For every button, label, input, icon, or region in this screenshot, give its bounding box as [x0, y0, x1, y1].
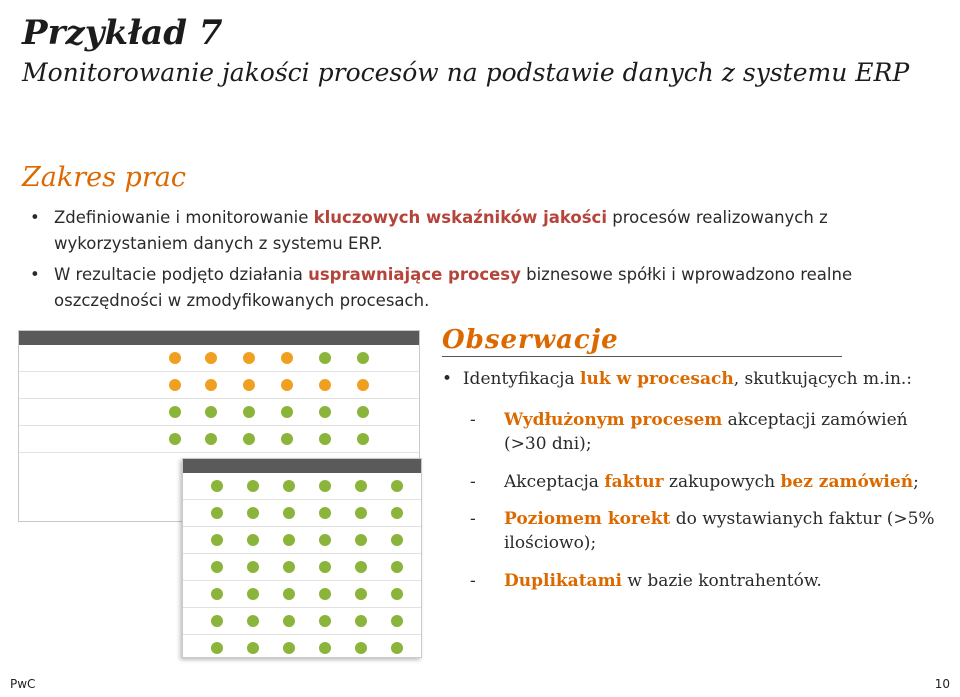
page-number: 10	[934, 677, 950, 691]
check-icon	[205, 433, 217, 445]
observation-item: - Akceptacja faktur zakupowych bez zamówień;	[470, 472, 919, 492]
check-icon	[169, 433, 181, 445]
scope-list	[30, 205, 910, 319]
dash-bullet: -	[470, 571, 476, 591]
bullet-icon: •	[30, 208, 40, 227]
observations-heading: Obserwacje	[442, 325, 619, 355]
warning-icon	[205, 379, 217, 391]
kpi-table-image-front	[182, 458, 422, 658]
check-icon	[211, 642, 223, 654]
warning-icon	[281, 352, 293, 364]
check-icon	[247, 615, 259, 627]
check-icon	[247, 642, 259, 654]
check-icon	[355, 588, 367, 600]
table-row	[183, 473, 421, 500]
check-icon	[355, 615, 367, 627]
table-row	[19, 399, 419, 426]
check-icon	[319, 433, 331, 445]
check-icon	[283, 642, 295, 654]
check-icon	[247, 588, 259, 600]
warning-icon	[281, 379, 293, 391]
check-icon	[355, 561, 367, 573]
dash-bullet: -	[470, 472, 476, 492]
divider	[442, 356, 842, 357]
check-icon	[391, 588, 403, 600]
warning-icon	[357, 379, 369, 391]
page-subtitle: Monitorowanie jakości procesów na podstawie danych z systemu ERP	[22, 58, 910, 87]
check-icon	[319, 615, 331, 627]
table-header-bar	[19, 331, 419, 345]
warning-icon	[243, 379, 255, 391]
scope-item: • W rezultacie podjęto działania usprawniające procesy biznesowe spółki i wprowadzono realne oszczędności w zmodyfikowanych procesach.	[30, 262, 910, 314]
scope-item: • Zdefiniowanie i monitorowanie kluczowych wskaźników jakości procesów realizowanych z wykorzystaniem danych z systemu ERP.	[30, 205, 910, 257]
check-icon	[319, 406, 331, 418]
footer-brand: PwC	[10, 677, 36, 691]
page-title: Przykład 7	[22, 13, 223, 53]
table-row	[183, 608, 421, 635]
check-icon	[243, 406, 255, 418]
warning-icon	[169, 352, 181, 364]
check-icon	[319, 352, 331, 364]
check-icon	[355, 507, 367, 519]
check-icon	[283, 507, 295, 519]
check-icon	[355, 642, 367, 654]
check-icon	[319, 561, 331, 573]
observation-item: - Poziomem korekt do wystawianych faktur (>5% ilościowo);	[470, 509, 935, 553]
check-icon	[357, 352, 369, 364]
table-row	[183, 635, 421, 658]
check-icon	[355, 534, 367, 546]
check-icon	[391, 642, 403, 654]
check-icon	[283, 480, 295, 492]
check-icon	[281, 406, 293, 418]
check-icon	[243, 433, 255, 445]
check-icon	[205, 406, 217, 418]
check-icon	[319, 480, 331, 492]
check-icon	[391, 480, 403, 492]
bullet-icon: •	[442, 369, 463, 389]
check-icon	[211, 615, 223, 627]
check-icon	[357, 433, 369, 445]
check-icon	[281, 433, 293, 445]
check-icon	[211, 480, 223, 492]
check-icon	[319, 534, 331, 546]
check-icon	[391, 507, 403, 519]
observation-item: - Wydłużonym procesem akceptacji zamówień (>30 dni);	[470, 410, 908, 454]
check-icon	[169, 406, 181, 418]
table-row	[19, 345, 419, 372]
warning-icon	[319, 379, 331, 391]
scope-heading: Zakres prac	[22, 162, 186, 193]
title-block	[22, 10, 909, 90]
check-icon	[283, 588, 295, 600]
warning-icon	[243, 352, 255, 364]
check-icon	[211, 588, 223, 600]
observations-intro: • Identyfikacja luk w procesach, skutkujących m.in.:	[442, 369, 913, 389]
check-icon	[247, 561, 259, 573]
table-row	[183, 527, 421, 554]
table-header-bar	[183, 459, 421, 473]
table-row	[19, 372, 419, 399]
table-row	[183, 581, 421, 608]
check-icon	[319, 588, 331, 600]
check-icon	[355, 480, 367, 492]
dash-bullet: -	[470, 509, 476, 529]
warning-icon	[169, 379, 181, 391]
dash-bullet: -	[470, 410, 476, 430]
table-row	[183, 554, 421, 581]
table-row	[19, 426, 419, 453]
observation-item: - Duplikatami w bazie kontrahentów.	[470, 571, 822, 591]
check-icon	[211, 507, 223, 519]
check-icon	[211, 534, 223, 546]
warning-icon	[205, 352, 217, 364]
check-icon	[391, 561, 403, 573]
check-icon	[247, 480, 259, 492]
bullet-icon: •	[30, 265, 40, 284]
check-icon	[211, 561, 223, 573]
check-icon	[391, 534, 403, 546]
check-icon	[247, 507, 259, 519]
table-row	[183, 500, 421, 527]
check-icon	[357, 406, 369, 418]
check-icon	[283, 561, 295, 573]
check-icon	[391, 615, 403, 627]
check-icon	[247, 534, 259, 546]
check-icon	[283, 615, 295, 627]
check-icon	[283, 534, 295, 546]
check-icon	[319, 507, 331, 519]
check-icon	[319, 642, 331, 654]
